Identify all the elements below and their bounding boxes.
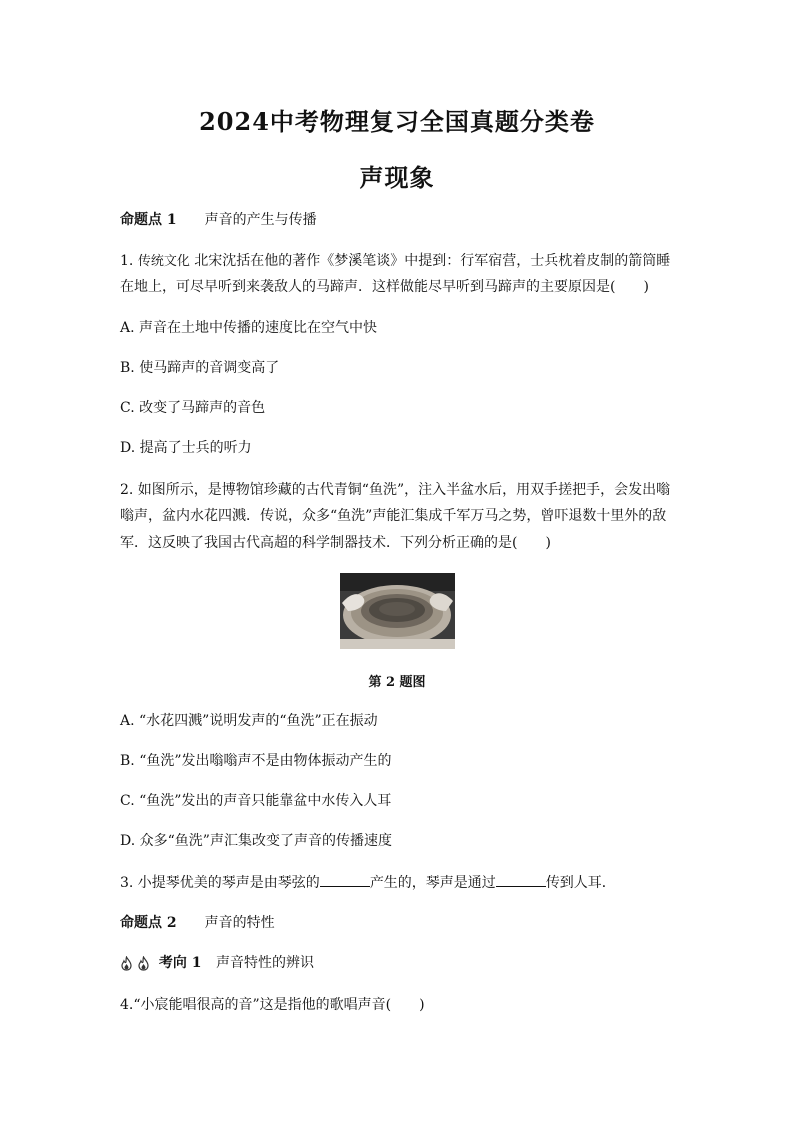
q1-option-a: A. 声音在土地中传播的速度比在空气中快 xyxy=(120,320,378,336)
bronze-basin-figure xyxy=(340,573,455,649)
question-3-part-1: 3. 小提琴优美的琴声是由琴弦的 xyxy=(120,875,320,891)
figure-caption: 第 2 题图 xyxy=(368,675,426,690)
document-subtitle: 声现象 xyxy=(359,163,435,192)
flame-icon xyxy=(120,956,133,971)
q1-option-c: C. 改变了马蹄声的音色 xyxy=(120,400,266,416)
section-heading-1 xyxy=(120,209,680,231)
section-name: 声音的特性 xyxy=(204,915,275,931)
section-heading-2 xyxy=(120,912,680,934)
q2-option-d: D. 众多“鱼洗”声汇集改变了声音的传播速度 xyxy=(120,833,392,849)
section-label: 命题点 2 xyxy=(120,915,177,931)
question-3 xyxy=(120,871,680,894)
section-label: 命题点 1 xyxy=(120,212,177,228)
kaoxiang-name: 声音特性的辨识 xyxy=(215,955,314,971)
flame-icon xyxy=(137,956,150,971)
question-number: 1. xyxy=(120,253,134,269)
answer-blank-2[interactable] xyxy=(496,871,546,887)
kaoxiang-heading xyxy=(120,952,680,974)
answer-blank-1[interactable] xyxy=(320,871,370,887)
question-2-line-2: 嗡声，盆内水花四溅．传说，众多“鱼洗”声能汇集成千军万马之势，曾吓退数十里外的敌 xyxy=(120,508,667,524)
question-2-line-1: 2. 如图所示，是博物馆珍藏的古代青铜“鱼洗”，注入半盆水后，用双手搓把手，会发出嗡 xyxy=(120,482,671,498)
q2-option-c: C. “鱼洗”发出的声音只能靠盆中水传入人耳 xyxy=(120,793,392,809)
question-3-part-2: 产生的，琴声是通过 xyxy=(369,875,496,891)
q2-option-a: A. “水花四溅”说明发声的“鱼洗”正在振动 xyxy=(120,713,378,729)
section-name: 声音的产生与传播 xyxy=(204,212,317,228)
question-3-part-3: 传到人耳． xyxy=(545,875,616,891)
question-4: 4.“小宸能唱很高的音”这是指他的歌唱声音( ) xyxy=(120,997,425,1013)
document-title: 2024中考物理复习全国真题分类卷 xyxy=(199,107,595,136)
question-tag: 传统文化 xyxy=(137,254,190,269)
q2-option-b: B. “鱼洗”发出嗡嗡声不是由物体振动产生的 xyxy=(120,753,392,769)
kaoxiang-label: 考向 1 xyxy=(158,955,202,971)
question-text: 北宋沈括在他的著作《梦溪笔谈》中提到：行军宿营，士兵枕着皮制的箭筒睡 xyxy=(194,253,671,269)
q1-option-b: B. 使马蹄声的音调变高了 xyxy=(120,360,280,376)
question-1-line-2: 在地上，可尽早听到来袭敌人的马蹄声．这样做能尽早听到马蹄声的主要原因是( ) xyxy=(120,279,649,295)
question-1-line-1 xyxy=(120,250,680,273)
q1-option-d: D. 提高了士兵的听力 xyxy=(120,440,252,456)
question-2-line-3: 军．这反映了我国古代高超的科学制器技术．下列分析正确的是( ) xyxy=(120,535,551,551)
